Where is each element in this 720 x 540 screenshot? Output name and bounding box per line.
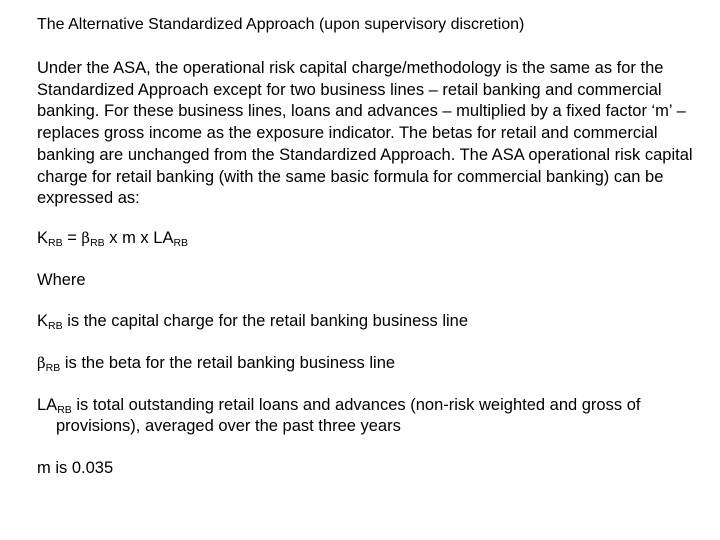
formula-la-sub: RB [173, 236, 189, 249]
capital-charge-formula [37, 228, 705, 250]
formula-beta-sub: RB [90, 236, 105, 249]
definition-k [37, 311, 705, 333]
definition-beta-symbol: β [37, 354, 46, 373]
definition-k-text: is the capital charge for the retail banking business line [62, 312, 469, 331]
formula-la: LA [153, 228, 174, 247]
definition-k-sub: RB [48, 320, 63, 333]
definition-la [37, 395, 705, 438]
intro-paragraph: Under the ASA, the operational risk capital charge/methodology is the same as for the Standardized Approach except for two business lines – retail banking and commercial banking. For these business lines, loans and advances – multiplied by a fixed factor ‘m’ – replaces gross income as the exposure indicator. The betas for retail and commercial banking are unchanged from the Standardized Approach. The ASA operational risk capital charge for retail banking (with the same basic formula for commercial banking) can be expressed as: [37, 59, 693, 208]
definition-beta [37, 353, 705, 375]
formula-k: K [37, 228, 49, 247]
formula-times-m: x m x [104, 228, 154, 247]
m-value: m is 0.035 [37, 459, 114, 478]
definition-la-symbol: LA [37, 395, 58, 414]
formula-k-sub: RB [48, 236, 63, 249]
slide-title: The Alternative Standardized Approach (upon supervisory discretion) [37, 16, 525, 33]
definition-beta-sub: RB [45, 362, 61, 375]
definition-la-sub: RB [57, 403, 72, 416]
definition-la-text: is total outstanding retail loans and advances (non-risk weighted and gross of provisions), averaged over the past three years [56, 395, 641, 436]
definition-beta-text: is the beta for the retail banking business line [60, 354, 396, 373]
definition-k-symbol: K [37, 312, 49, 331]
formula-beta: β [81, 228, 91, 247]
where-label: Where [37, 270, 86, 289]
formula-equals: = [62, 228, 82, 247]
slide-content [37, 14, 705, 500]
